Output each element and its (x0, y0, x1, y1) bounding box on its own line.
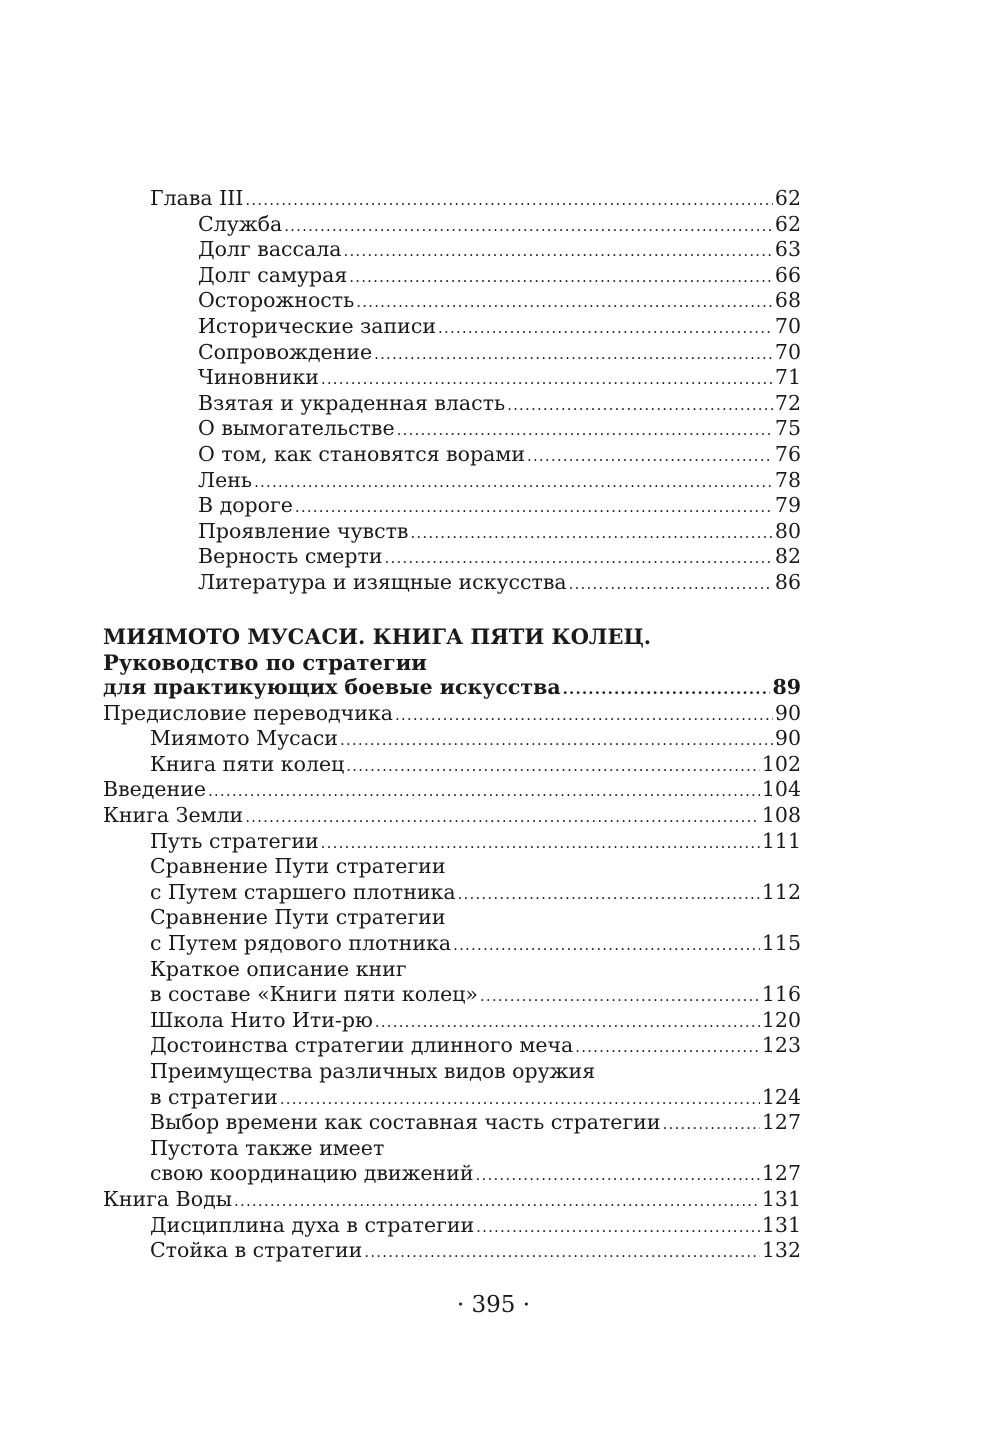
dot-leader (349, 265, 773, 291)
toc-entry-page: 123 (761, 1033, 801, 1058)
toc-entry-title: Исторические записи (198, 313, 436, 338)
toc-entry-title: Выбор времени как составная часть стратегии (150, 1110, 661, 1135)
toc-entry-page: 115 (761, 931, 801, 956)
dot-leader (346, 754, 760, 780)
toc-entry (103, 675, 801, 701)
dot-leader (284, 214, 773, 240)
toc-entry (103, 1213, 801, 1239)
toc-entry (103, 468, 801, 494)
toc-entry-page: 62 (774, 186, 801, 210)
toc-entry-page: 90 (774, 726, 801, 751)
dot-leader (208, 779, 760, 805)
toc-entry-title: О том, как становятся ворами (198, 441, 525, 466)
dot-leader (438, 316, 773, 342)
dot-leader (527, 444, 773, 470)
toc-entry-page: 108 (761, 803, 801, 828)
toc-entry-page: 63 (774, 237, 801, 262)
toc-entry (103, 931, 801, 957)
dot-leader (395, 703, 773, 729)
toc-entry-page: 102 (761, 751, 801, 776)
toc-entry (103, 1085, 801, 1111)
toc-entry-title: Литература и изящные искусства (198, 569, 567, 594)
toc-entry-title: Достоинства стратегии длинного меча (150, 1033, 574, 1058)
dot-leader (385, 546, 773, 572)
toc-entry-page: 131 (761, 1186, 801, 1211)
toc-entry (103, 1136, 801, 1162)
toc-entry-page: 66 (774, 262, 801, 287)
table-of-contents (103, 186, 801, 1264)
toc-entry-title: Лень (198, 467, 253, 492)
toc-entry (103, 314, 801, 340)
toc-entry-page: 82 (774, 544, 801, 569)
toc-entry (103, 854, 801, 880)
toc-entry-title: в составе «Книги пяти колец» (150, 982, 478, 1007)
toc-entry-title: Миямото Мусаси (150, 726, 338, 751)
toc-entry-title: Долг самурая (198, 262, 348, 287)
dot-leader (563, 677, 771, 703)
toc-entry (103, 212, 801, 238)
toc-entry (103, 1110, 801, 1136)
toc-entry-title: Осторожность (198, 288, 355, 313)
toc-entry-title: Верность смерти (198, 544, 383, 569)
toc-part-2 (103, 675, 801, 1264)
dot-leader (397, 418, 773, 444)
toc-entry-page: 76 (774, 441, 801, 466)
dot-leader (245, 188, 773, 214)
toc-entry-page: 79 (774, 493, 801, 518)
toc-entry (103, 237, 801, 263)
toc-entry-page: 120 (761, 1007, 801, 1032)
toc-entry-page: 70 (774, 313, 801, 338)
toc-part-1 (103, 186, 801, 596)
toc-entry (103, 365, 801, 391)
dot-leader (340, 728, 773, 754)
toc-entry-page: 90 (774, 700, 801, 725)
toc-entry (103, 544, 801, 570)
dot-leader (375, 1010, 760, 1036)
toc-entry-title: Краткое описание книг (150, 956, 407, 981)
toc-entry-title: Чиновники (198, 365, 319, 390)
dot-leader (507, 393, 773, 419)
toc-entry-title: О вымогательстве (198, 416, 395, 441)
toc-entry (103, 1238, 801, 1264)
toc-entry-title: Сопровождение (198, 339, 373, 364)
dot-leader (245, 805, 760, 831)
toc-entry-title: Сравнение Пути стратегии (150, 905, 446, 930)
toc-entry-page: 127 (761, 1110, 801, 1135)
toc-entry (103, 1033, 801, 1059)
toc-entry (103, 701, 801, 727)
toc-entry-page: 68 (774, 288, 801, 313)
toc-entry (103, 905, 801, 931)
dot-leader (410, 521, 772, 547)
toc-entry-title: Стойка в стратегии (150, 1238, 363, 1263)
dot-leader (663, 1112, 760, 1138)
toc-entry (103, 777, 801, 803)
toc-entry (103, 726, 801, 752)
section-gap (103, 596, 801, 623)
toc-entry-title: свою координацию движений (150, 1161, 474, 1186)
toc-entry-title: в стратегии (150, 1084, 278, 1109)
toc-entry (103, 880, 801, 906)
toc-entry (103, 519, 801, 545)
toc-entry-title: Пустота также имеет (150, 1135, 385, 1160)
dot-leader (364, 1240, 760, 1266)
dot-leader (321, 367, 773, 393)
toc-entry-title: Дисциплина духа в стратегии (150, 1212, 475, 1237)
toc-entry-title: Служба (198, 211, 283, 236)
toc-entry-title: Долг вассала (198, 237, 342, 262)
toc-entry (103, 957, 801, 983)
toc-entry-page: 72 (774, 390, 801, 415)
toc-entry (103, 416, 801, 442)
section-subtitle: Руководство по стратегии (103, 649, 427, 675)
dot-leader (280, 1087, 760, 1113)
toc-entry (103, 803, 801, 829)
toc-entry-page: 131 (761, 1212, 801, 1237)
dot-leader (476, 1163, 760, 1189)
toc-entry-title: для практикующих боевые искусства (103, 675, 561, 700)
dot-leader (575, 1035, 760, 1061)
toc-entry-title: Преимущества различных видов оружия (150, 1059, 596, 1083)
toc-entry-page: 132 (761, 1238, 801, 1263)
toc-entry-page: 116 (761, 982, 801, 1007)
toc-entry-page: 104 (761, 777, 801, 802)
toc-entry (103, 1008, 801, 1034)
toc-entry-page: 111 (761, 828, 801, 853)
toc-entry-title: с Путем рядового плотника (150, 931, 452, 956)
toc-entry-page: 86 (774, 569, 801, 594)
dot-leader (374, 342, 773, 368)
toc-entry (103, 752, 801, 778)
dot-leader (356, 290, 773, 316)
dot-leader (453, 933, 760, 959)
toc-entry (103, 442, 801, 468)
toc-entry (103, 493, 801, 519)
toc-entry (103, 263, 801, 289)
toc-entry-title: Взятая и украденная власть (198, 390, 506, 415)
dot-leader (480, 984, 760, 1010)
toc-entry-page: 75 (774, 416, 801, 441)
dot-leader (234, 1189, 760, 1215)
toc-entry (103, 1161, 801, 1187)
toc-entry-title: Сравнение Пути стратегии (150, 854, 446, 879)
toc-entry-page: 71 (774, 365, 801, 390)
toc-entry-title: Предисловие переводчика (103, 700, 393, 725)
toc-entry (103, 982, 801, 1008)
toc-entry (103, 340, 801, 366)
dot-leader (569, 572, 773, 598)
toc-entry-title: Проявление чувств (198, 518, 409, 543)
toc-entry-title: Книга Земли (103, 803, 244, 828)
toc-entry (103, 570, 801, 596)
toc-entry (103, 391, 801, 417)
dot-leader (321, 831, 760, 857)
toc-entry (103, 829, 801, 855)
toc-entry (103, 288, 801, 314)
page-number: · 395 · (456, 1292, 531, 1318)
dot-leader (343, 239, 772, 265)
toc-entry (103, 186, 801, 212)
toc-entry (103, 1187, 801, 1213)
toc-entry-page: 62 (774, 211, 801, 236)
toc-entry (103, 1059, 801, 1085)
toc-entry-title: Книга Воды (103, 1186, 233, 1211)
dot-leader (458, 882, 760, 908)
section-heading: МИЯМОТО МУСАСИ. КНИГА ПЯТИ КОЛЕЦ. (103, 623, 652, 649)
toc-entry-page: 70 (774, 339, 801, 364)
toc-entry-title: Глава III (150, 186, 244, 210)
dot-leader (295, 495, 773, 521)
toc-entry-title: В дороге (198, 493, 293, 518)
toc-entry-page: 80 (774, 518, 801, 543)
toc-entry-title: с Путем старшего плотника (150, 879, 456, 904)
toc-entry-page: 127 (761, 1161, 801, 1186)
toc-entry-title: Путь стратегии (150, 828, 319, 853)
toc-entry-page: 89 (772, 675, 801, 700)
toc-entry-title: Книга пяти колец (150, 751, 345, 776)
toc-entry-title: Школа Нито Ити-рю (150, 1007, 373, 1032)
toc-entry-page: 112 (761, 879, 801, 904)
toc-entry-page: 124 (761, 1084, 801, 1109)
toc-entry-title: Введение (103, 777, 206, 802)
dot-leader (254, 470, 773, 496)
toc-entry-page: 78 (774, 467, 801, 492)
dot-leader (476, 1215, 760, 1241)
